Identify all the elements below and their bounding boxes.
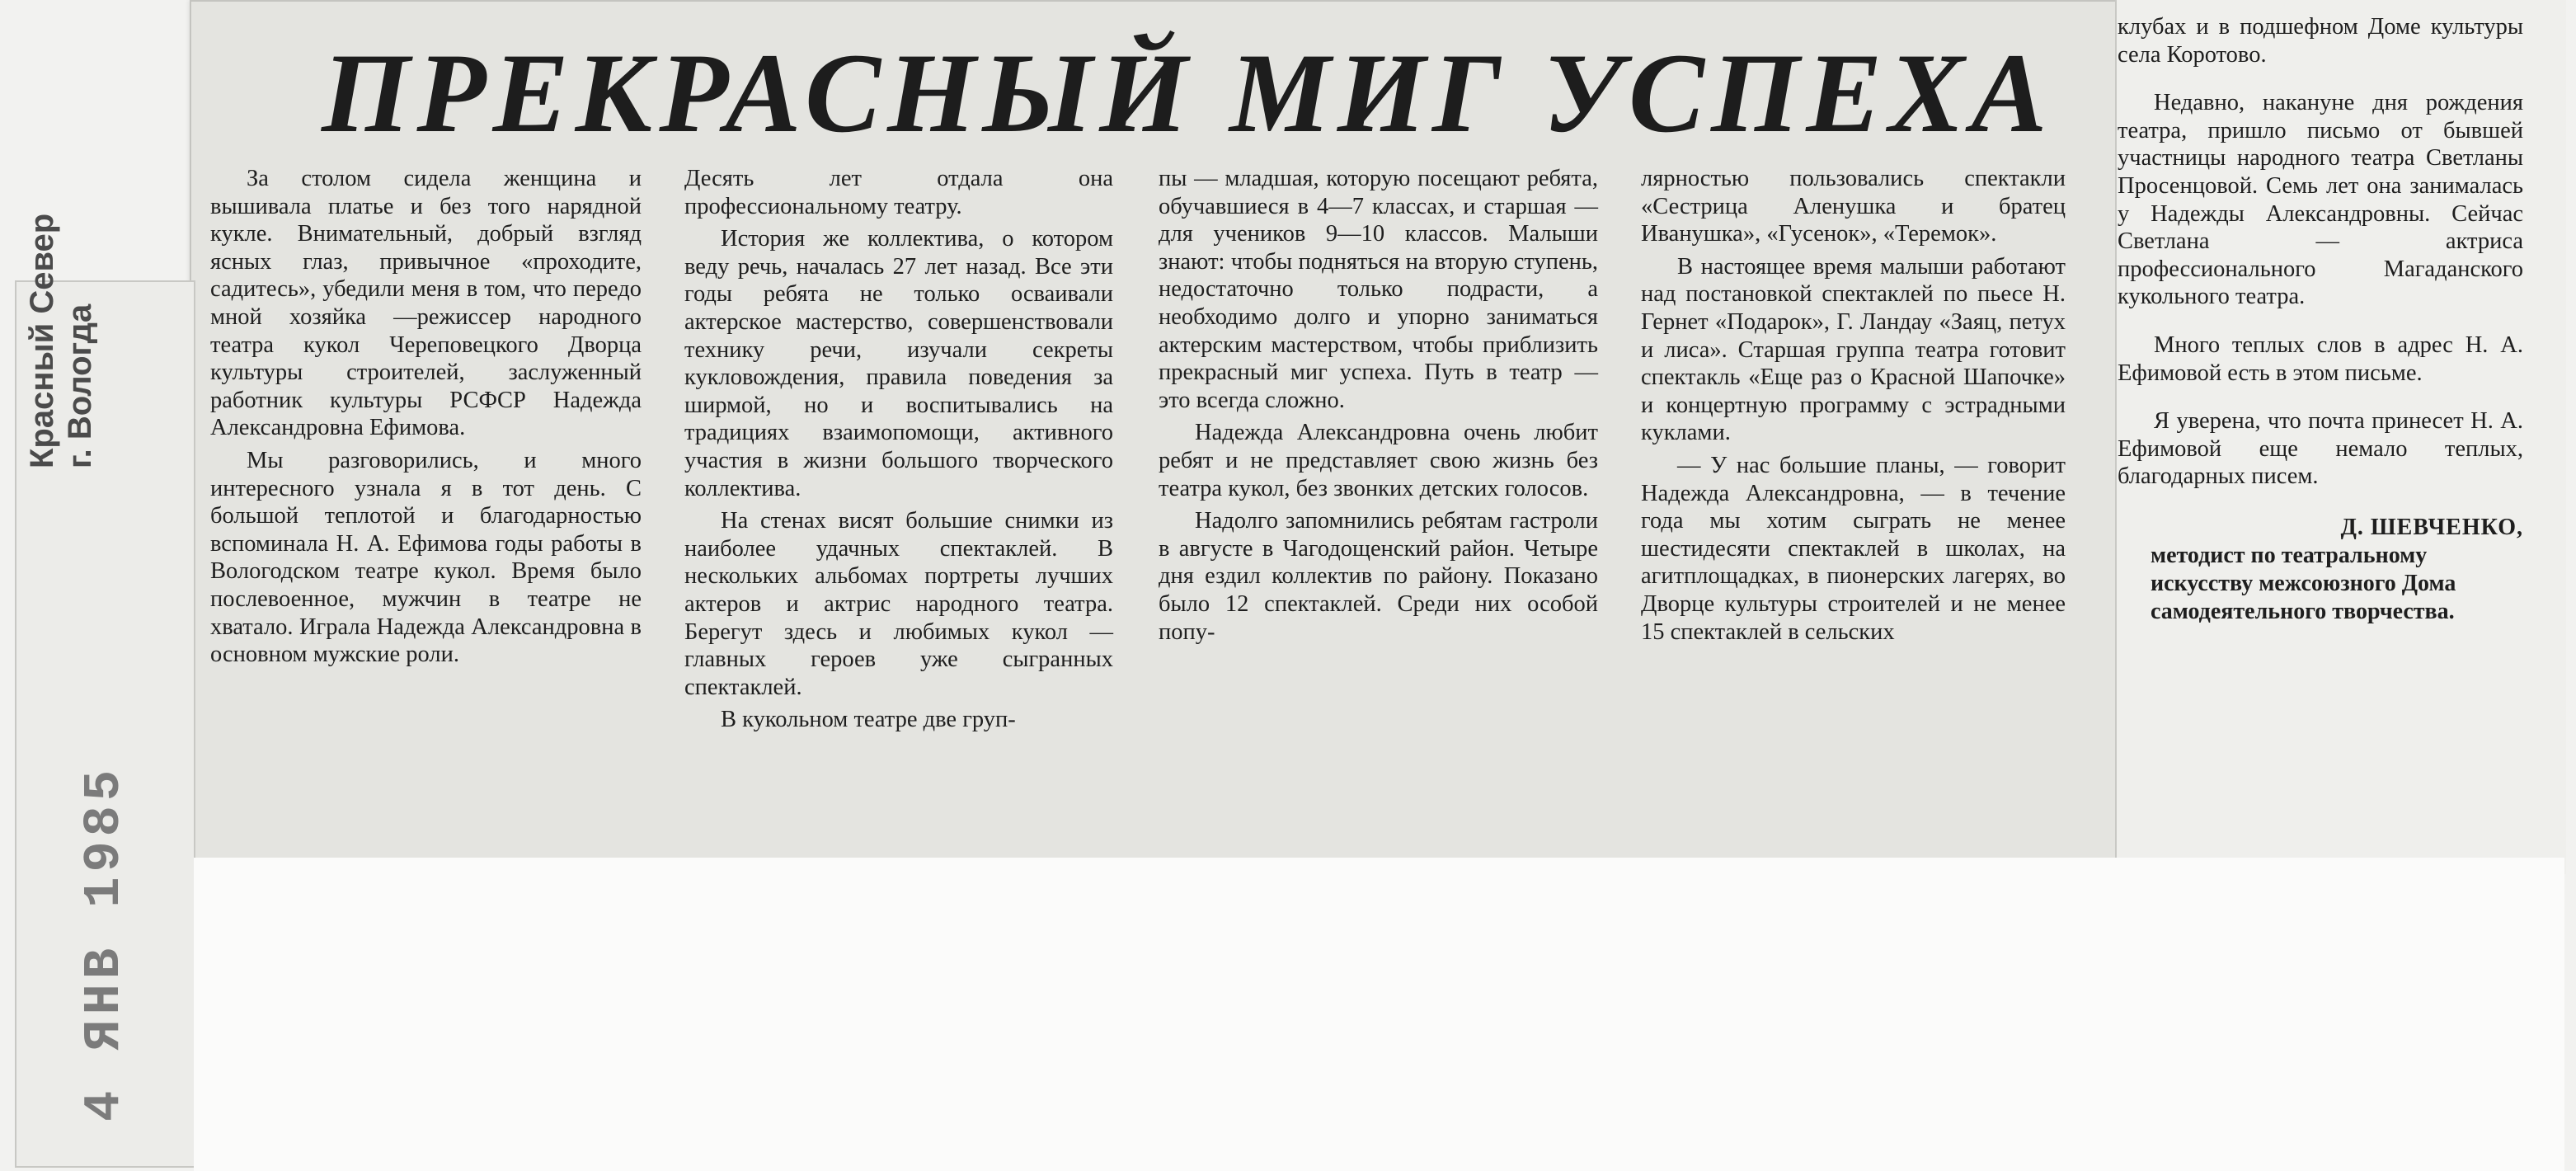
stamp-date: 4 ЯНВ 1985 <box>75 764 134 1122</box>
paragraph: Я уверена, что почта принесет Н. А. Ефимовой еще немало теплых, благодарных писем. <box>2118 408 2523 490</box>
stamp-city: г. Вологда <box>62 303 98 468</box>
paragraph: Десять лет отдала она профессиональному театру. <box>684 166 1113 219</box>
paragraph: История же коллектива, о котором веду речь, началась 27 лет назад. Все эти годы ребята не только осваивали актерское мастерство, совершенствовали технику речи, изучали секреты кукловождения, правила поведения за ширмой, но и воспитывались на традициях взаимопомощи, активного участия в жизни большого творческого коллектива. <box>684 226 1113 501</box>
paragraph: Недавно, накануне дня рождения театра, пришло письмо от бывшей участницы народного театра Светланы Просенцовой. Семь лет она занималась у Надежды Александровны. Сейчас Светлана — актриса профессионального Магаданского кукольного театра. <box>2118 90 2523 310</box>
article-headline: ПРЕКРАСНЫЙ МИГ УСПЕХА <box>322 30 2054 156</box>
blank-paper-area <box>194 858 2564 1171</box>
article-column-2 <box>684 165 1113 734</box>
paragraph: В настоящее время малыши работают над постановкой спектаклей по пьесе Н. Гернет «Подарок», Г. Ландау «Заяц, петух и лиса». Старшая группа театра готовит спектакль «Еще раз о Красной Шапочке» и концертную программу с эстрадными куклами. <box>1641 253 2066 446</box>
article-column-5 <box>2118 13 2523 626</box>
article-column-3 <box>1159 165 1598 646</box>
article-column-1 <box>210 165 642 669</box>
article-column-4 <box>1641 165 2066 646</box>
paragraph: Много теплых слов в адрес Н. А. Ефимовой есть в этом письме. <box>2118 332 2523 386</box>
stamp-newspaper-name: Красный Север <box>24 213 60 468</box>
author-position: методист по театральному искусству межсоюзного Дома самодеятельного творчества. <box>2151 542 2456 624</box>
paragraph: Надежда Александровна очень любит ребят и не представляет свою жизнь без театра кукол, без звонких детских голосов. <box>1159 420 1598 501</box>
author-name: Д. ШЕВЧЕНКО, <box>2340 514 2523 540</box>
paragraph: Надолго запомнились ребятам гастроли в августе в Чагодощенский район. Четыре дня ездил коллектив по району. Показано было 12 спектаклей. Среди них особой попу- <box>1159 508 1598 645</box>
paragraph: Мы разговорились, и много интересного узнала я в тот день. С большой теплотой и благодарностью вспоминала Н. А. Ефимова годы работы в Вологодском театре кукол. Время было послевоенное, мужчин в театре не хватало. Играла Надежда Александровна в основном мужские роли. <box>210 447 642 668</box>
newspaper-source-stamp <box>23 172 102 468</box>
paragraph: За столом сидела женщина и вышивала платье и без того нарядной кукле. Внимательный, добрый взгляд ясных глаз, привычное «проходите, садитесь», убедили меня в том, что передо мной хозяйка —режиссер народного театра кукол Череповецкого Дворца культуры строителей, заслуженный работник культуры РСФСР Надежда Александровна Ефимова. <box>210 166 642 441</box>
paragraph: В кукольном театре две груп- <box>721 707 1016 733</box>
paragraph: На стенах висят большие снимки из наиболее удачных спектаклей. В нескольких альбомах портреты лучших актеров и актрис народного театра. Берегут здесь и любимых кукол — главных героев уже сыгранных спектаклей. <box>684 508 1113 700</box>
paragraph: клубах и в подшефном Доме культуры села Коротово. <box>2118 14 2523 68</box>
paragraph: — У нас большие планы, — говорит Надежда Александровна, — в течение года мы хотим сыграть не менее шестидесяти спектаклей в школах, на агитплощадках, в пионерских лагерях, во Дворце культуры строителей и не менее 15 спектаклей в сельских <box>1641 452 2066 645</box>
paragraph: пы — младшая, которую посещают ребята, обучавшиеся в 4—7 классах, и старшая — для учеников 9—10 классов. Малыши знают: чтобы подняться на вторую ступень, недостаточно только подрасти, а необходимо долго и упорно заниматься актерским мастерством, чтобы приблизить прекрасный миг успеха. Путь в театр — это всегда сложно. <box>1159 166 1598 413</box>
author-signature <box>2118 514 2523 626</box>
paragraph: лярностью пользовались спектакли «Сестрица Аленушка и братец Иванушка», «Гусенок», «Теремок». <box>1641 166 2066 247</box>
